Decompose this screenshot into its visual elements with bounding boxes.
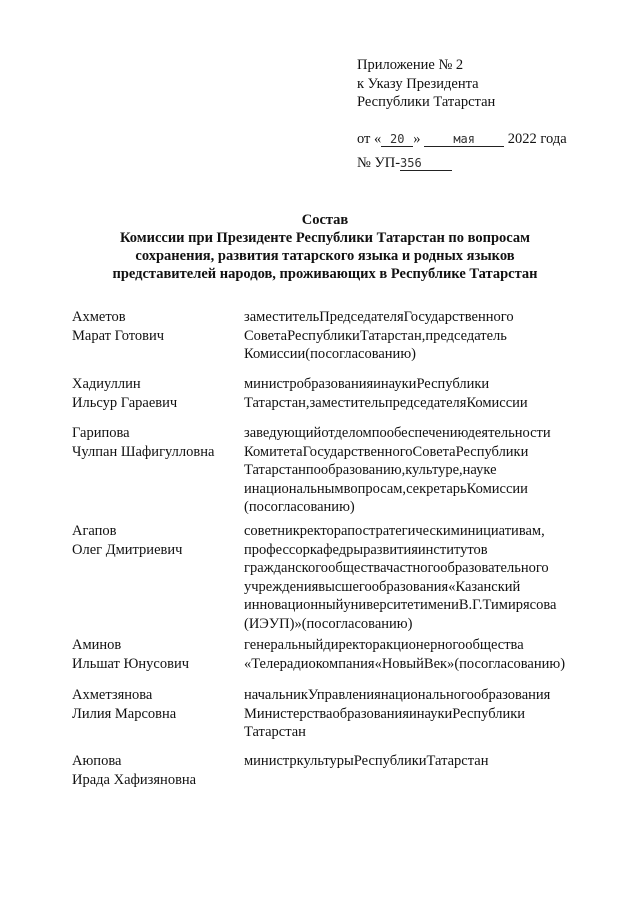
appendix-date	[357, 130, 607, 149]
member-surname: Ахметов	[72, 309, 126, 325]
number-prefix: № УП-	[357, 155, 401, 171]
member-name	[72, 752, 242, 789]
appendix-header	[357, 56, 607, 173]
date-day: 20	[381, 132, 413, 147]
member-role	[244, 636, 574, 673]
member-surname: Ахметзянова	[72, 687, 153, 703]
role-line: инациональнымвопросам,секретарьКомиссии	[244, 480, 528, 497]
title-line-2: Комиссии при Президенте Республики Татарстан по вопросам	[119, 230, 531, 246]
role-line: СоветаРеспубликиТатарстан,председатель	[244, 327, 507, 344]
member-name	[72, 424, 242, 461]
role-line: КомитетаГосударственногоСоветаРеспублики	[244, 443, 529, 460]
member-role	[244, 522, 574, 633]
role-line: Комиссии(посогласованию)	[244, 346, 416, 362]
role-line: учреждениявысшегообразования«Казанский	[244, 578, 521, 595]
date-month: мая	[424, 132, 504, 147]
date-mid: »	[413, 130, 421, 147]
role-line: заведующийотделомпообеспечениюдеятельности	[244, 425, 551, 441]
role-line: министркультурыРеспубликиТатарстан	[244, 753, 489, 769]
member-role	[244, 424, 574, 517]
title-line-4: представителей народов, проживающих в Республике Татарстан	[112, 266, 538, 282]
role-line: инновационныйуниверситетимениВ.Г.Тимирясова	[244, 597, 557, 613]
member-given-name: Чулпан Шафигулловна	[72, 443, 215, 460]
role-line: профессоркафедрыразвитияинститутов	[244, 541, 488, 558]
role-line: министробразованияинаукиРеспублики	[244, 376, 490, 392]
member-name	[72, 686, 242, 723]
member-given-name: Ирада Хафизяновна	[72, 771, 197, 788]
date-prefix: от «	[357, 130, 382, 147]
member-given-name: Ильсур Гараевич	[72, 394, 178, 411]
role-line: гражданскогообществачастногообразовательного	[244, 560, 549, 576]
member-given-name: Марат Готович	[72, 327, 165, 344]
appendix-decree-ref: к Указу Президента	[357, 75, 479, 92]
member-role	[244, 752, 574, 771]
member-given-name: Ильшат Юнусович	[72, 655, 190, 672]
role-line: «Телерадиокомпания«НовыйВек»(посогласованию)	[244, 655, 566, 672]
date-suffix: 2022 года	[507, 130, 567, 147]
role-line: Татарстан	[244, 724, 306, 740]
member-given-name: Лилия Марсовна	[72, 705, 177, 722]
member-role	[244, 686, 574, 742]
member-surname: Хадиуллин	[72, 376, 141, 392]
member-role	[244, 308, 574, 364]
member-name	[72, 636, 242, 673]
role-line: генеральныйдиректоракционерногообщества	[244, 637, 524, 653]
document-title	[40, 211, 610, 283]
appendix-title: Приложение № 2	[357, 57, 464, 73]
role-line: начальникУправлениянациональногообразования	[244, 687, 551, 703]
role-line: Татарстан,заместительпредседателяКомиссии	[244, 394, 528, 411]
appendix-number	[357, 154, 607, 173]
member-name	[72, 308, 242, 345]
member-surname: Аминов	[72, 637, 122, 653]
role-line: МинистерстваобразованияинаукиРеспублики	[244, 705, 526, 722]
member-role	[244, 375, 574, 412]
member-given-name: Олег Дмитриевич	[72, 541, 183, 558]
member-name	[72, 375, 242, 412]
member-surname: Аюпова	[72, 753, 122, 769]
title-line-3: сохранения, развития татарского языка и родных языков	[135, 248, 515, 264]
role-line: (ИЭУП)»(посогласованию)	[244, 615, 413, 632]
number-value: 356	[400, 156, 452, 171]
role-line: советникректорапостратегическиминициативам,	[244, 523, 545, 539]
role-line: заместительПредседателяГосударственного	[244, 309, 514, 325]
member-surname: Агапов	[72, 523, 117, 539]
role-line: Татарстанпообразованию,культуре,науке	[244, 462, 497, 478]
member-name	[72, 522, 242, 559]
role-line: (посогласованию)	[244, 499, 355, 515]
title-line-1: Состав	[301, 212, 349, 228]
appendix-republic: Республики Татарстан	[357, 94, 496, 110]
member-surname: Гарипова	[72, 425, 130, 441]
